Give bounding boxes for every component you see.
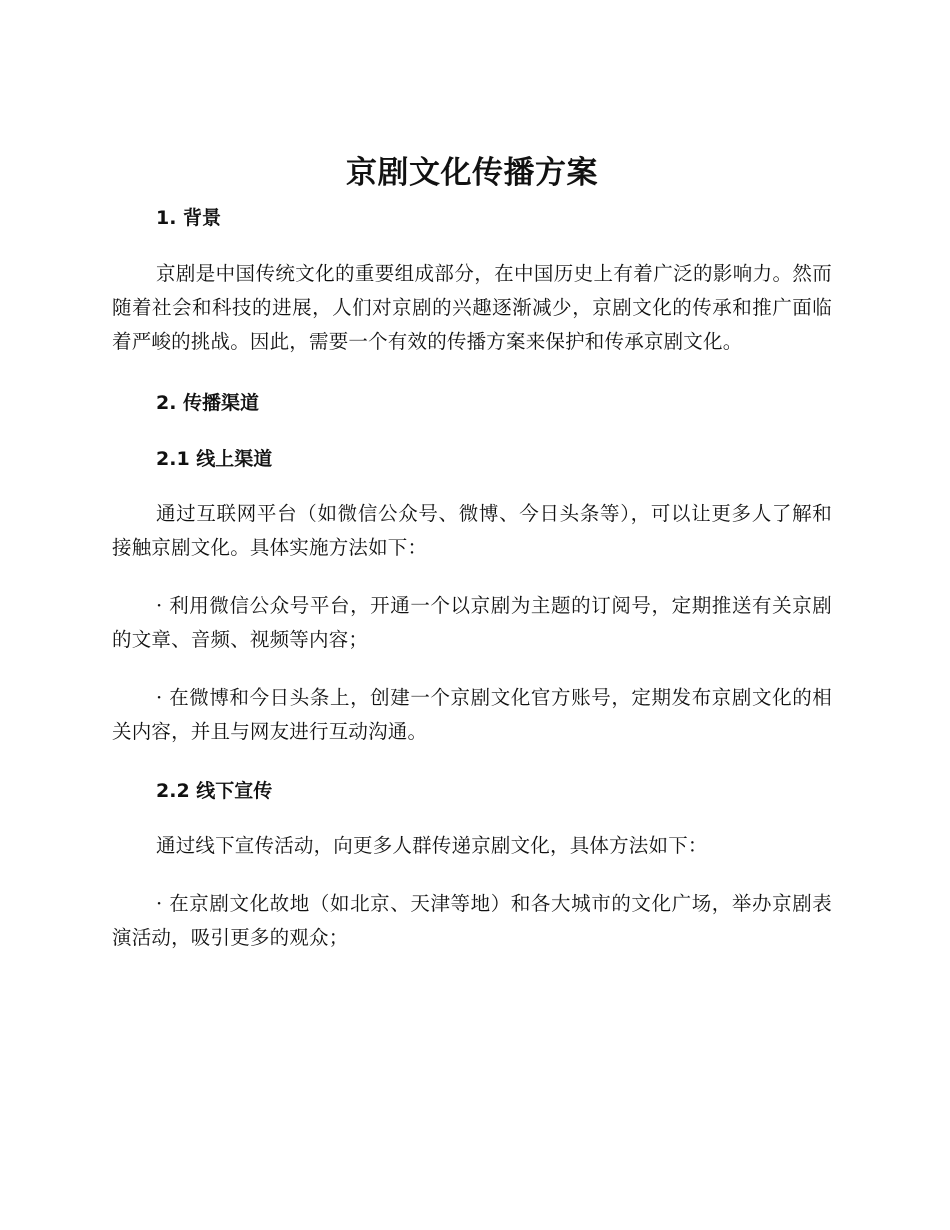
section-heading-background: 1. 背景 [156, 207, 222, 229]
section-heading-online-channels: 2.1 线上渠道 [156, 448, 273, 470]
online-bullet-weibo: · 在微博和今日头条上，创建一个京剧文化官方账号，定期发布京剧文化的相关内容，并且与网友进行互动沟通。 [112, 686, 832, 743]
offline-intro-paragraph: 通过线下宣传活动，向更多人群传递京剧文化，具体方法如下： [156, 834, 708, 857]
online-intro-paragraph: 通过互联网平台（如微信公众号、微博、今日头条等），可以让更多人了解和接触京剧文化。具体实施方法如下： [112, 502, 832, 559]
section-heading-offline-promotion: 2.2 线下宣传 [156, 780, 273, 802]
document-title: 京剧文化传播方案 [346, 155, 598, 191]
document-body [112, 150, 832, 955]
background-paragraph: 京剧是中国传统文化的重要组成部分，在中国历史上有着广泛的影响力。然而随着社会和科技的进展，人们对京剧的兴趣逐渐减少，京剧文化的传承和推广面临着严峻的挑战。因此，需要一个有效的传播方案来保护和传承京剧文化。 [112, 262, 832, 353]
offline-bullet-performances: · 在京剧文化故地（如北京、天津等地）和各大城市的文化广场，举办京剧表演活动，吸引更多的观众； [112, 892, 832, 949]
section-heading-channels: 2. 传播渠道 [156, 392, 260, 414]
online-bullet-wechat: · 利用微信公众号平台，开通一个以京剧为主题的订阅号，定期推送有关京剧的文章、音频、视频等内容； [112, 594, 832, 651]
